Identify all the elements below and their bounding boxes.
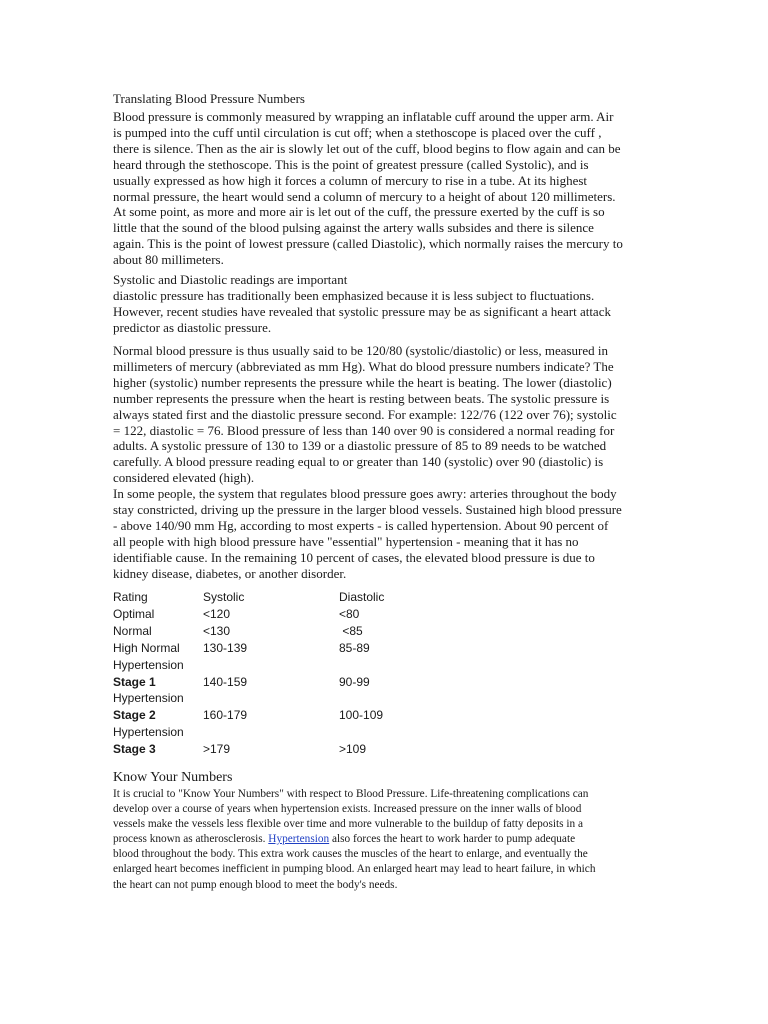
table-cell: <130 <box>203 623 231 638</box>
table-cell: Normal <box>113 623 152 638</box>
paragraph-normal-pressure <box>113 343 658 486</box>
table-row <box>113 589 459 606</box>
subheading-readings: Systolic and Diastolic readings are important <box>113 272 348 287</box>
table-cell: Stage 2 <box>113 708 156 723</box>
text-line: millimeters of mercury (abbreviated as mm Hg). What do blood pressure numbers indicate? The <box>113 358 614 374</box>
paragraph-measurement <box>113 109 658 268</box>
text-line: kidney disease, diabetes, or another disorder. <box>113 565 347 581</box>
text-line: considered elevated (high). <box>113 470 255 486</box>
table-cell: Hypertension <box>113 657 184 672</box>
text-line: It is crucial to "Know Your Numbers" with respect to Blood Pressure. Life-threatening complications can <box>113 788 589 800</box>
table-cell: High Normal <box>113 640 180 655</box>
table-cell: 130-139 <box>203 640 248 655</box>
table-header-cell: Diastolic <box>339 590 385 604</box>
text-line <box>113 832 658 847</box>
text-line: In some people, the system that regulates blood pressure goes awry: arteries throughout the body <box>113 486 617 501</box>
text-line: - above 140/90 mm Hg, according to most experts - is called hypertension. About 90 percent of <box>113 517 609 533</box>
table-cell: 90-99 <box>339 674 370 689</box>
table-row <box>113 724 459 741</box>
table-cell: Stage 3 <box>113 742 156 757</box>
table-row <box>113 707 459 724</box>
paragraph-readings <box>113 288 658 336</box>
text-line: diastolic pressure has traditionally been emphasized because it is less subject to fluctuations. <box>113 288 595 303</box>
text-line: little that the sound of the blood pulsing against the artery walls subsides and there is silence <box>113 220 594 236</box>
table-row <box>113 674 459 691</box>
text-line: stay constricted, driving up the pressure in the larger blood vessels. Sustained high blood pressure <box>113 501 622 517</box>
paragraph-hypertension <box>113 486 658 581</box>
text-line: always stated first and the diastolic pressure second. For example: 122/76 (122 over 76); systolic <box>113 406 617 422</box>
text-line: Blood pressure is commonly measured by wrapping an inflatable cuff around the upper arm. Air <box>113 109 614 124</box>
table-cell: 100-109 <box>339 708 384 723</box>
blood-pressure-table <box>113 589 459 758</box>
table-row <box>113 741 459 758</box>
text-line: vessels make the vessels less flexible over time and more vulnerable to the buildup of fatty deposits in a <box>113 818 583 831</box>
text-line: enlarged heart becomes inefficient in pumping blood. An enlarged heart may lead to heart failure, in which <box>113 863 596 876</box>
paragraph-know-your-numbers <box>113 787 658 893</box>
text-line: about 80 millimeters. <box>113 252 224 268</box>
table-cell: 160-179 <box>203 708 248 723</box>
section-heading-know-your-numbers: Know Your Numbers <box>113 770 233 785</box>
table-row <box>113 623 459 640</box>
text-line: again. This is the point of lowest pressure (called Diastolic), which normally raises the mercury to <box>113 236 623 252</box>
table-cell: <120 <box>203 606 231 621</box>
table-header-cell: Rating <box>113 590 148 604</box>
table-cell: 85-89 <box>339 640 370 655</box>
text-line: identifiable cause. In the remaining 10 percent of cases, the elevated blood pressure is due to <box>113 549 595 565</box>
table-cell <box>203 724 339 741</box>
text-line: there is silence. Then as the air is slowly let out of the cuff, blood begins to flow again and can be <box>113 140 621 156</box>
text-line: However, recent studies have revealed that systolic pressure may be as significant a heart attack <box>113 303 611 319</box>
text-line: the heart can not pump enough blood to meet the body's needs. <box>113 878 398 891</box>
table-cell <box>339 724 459 741</box>
table-cell: 140-159 <box>203 674 248 689</box>
table-row <box>113 640 459 657</box>
table-cell <box>203 657 339 674</box>
text-line: blood throughout the body. This extra work causes the muscles of the heart to enlarge, and eventually the <box>113 848 588 861</box>
table-cell: Stage 1 <box>113 674 156 689</box>
text-segment: also forces the heart to work harder to pump adequate <box>329 833 576 846</box>
table-cell: <80 <box>339 606 360 621</box>
table-cell: Optimal <box>113 606 155 621</box>
text-line: Normal blood pressure is thus usually said to be 120/80 (systolic/diastolic) or less, measured in <box>113 343 609 358</box>
text-line: normal pressure, the heart would send a column of mercury to a height of about 120 millimeters. <box>113 188 616 204</box>
table-cell: <85 <box>339 623 363 638</box>
text-line: is pumped into the cuff until circulation is cut off; when a stethoscope is placed over the cuff , <box>113 124 602 140</box>
table-cell <box>339 690 459 707</box>
table-cell: Hypertension <box>113 725 184 740</box>
table-row <box>113 690 459 707</box>
table-cell <box>339 657 459 674</box>
table-row <box>113 657 459 674</box>
table-cell: >179 <box>203 742 231 757</box>
text-line: all people with high blood pressure have "essential" hypertension - meaning that it has no <box>113 533 579 549</box>
table-header-cell: Systolic <box>203 590 245 604</box>
text-line: carefully. A blood pressure reading equal to or greater than 140 (systolic) over 90 (diastolic) is <box>113 454 604 470</box>
text-line: usually expressed as how high it forces a column of mercury to rise in a tube. At its highest <box>113 172 588 188</box>
text-line: At some point, as more and more air is let out of the cuff, the pressure exerted by the cuff is so <box>113 204 605 220</box>
text-line: adults. A systolic pressure of 130 to 139 or a diastolic pressure of 85 to 89 needs to be watched <box>113 438 607 454</box>
text-line: predictor as diastolic pressure. <box>113 319 272 335</box>
hypertension-link[interactable]: Hypertension <box>268 833 330 846</box>
text-line: = 122, diastolic = 76. Blood pressure of less than 140 over 90 is considered a normal reading for <box>113 422 615 438</box>
table-cell: Hypertension <box>113 691 184 706</box>
table-cell: >109 <box>339 742 367 757</box>
text-line: heard through the stethoscope. This is the point of greatest pressure (called Systolic), and is <box>113 156 589 172</box>
text-line: number represents the pressure when the heart is resting between beats. The systolic pressure is <box>113 390 610 406</box>
text-line: higher (systolic) number represents the pressure while the heart is beating. The lower (diastolic) <box>113 374 612 390</box>
text-segment: process known as atherosclerosis. <box>113 833 269 846</box>
text-line: develop over a course of years when hypertension exists. Increased pressure on the inner walls of blood <box>113 803 582 816</box>
table-row <box>113 606 459 623</box>
document-title: Translating Blood Pressure Numbers <box>113 91 305 106</box>
table-cell <box>203 690 339 707</box>
